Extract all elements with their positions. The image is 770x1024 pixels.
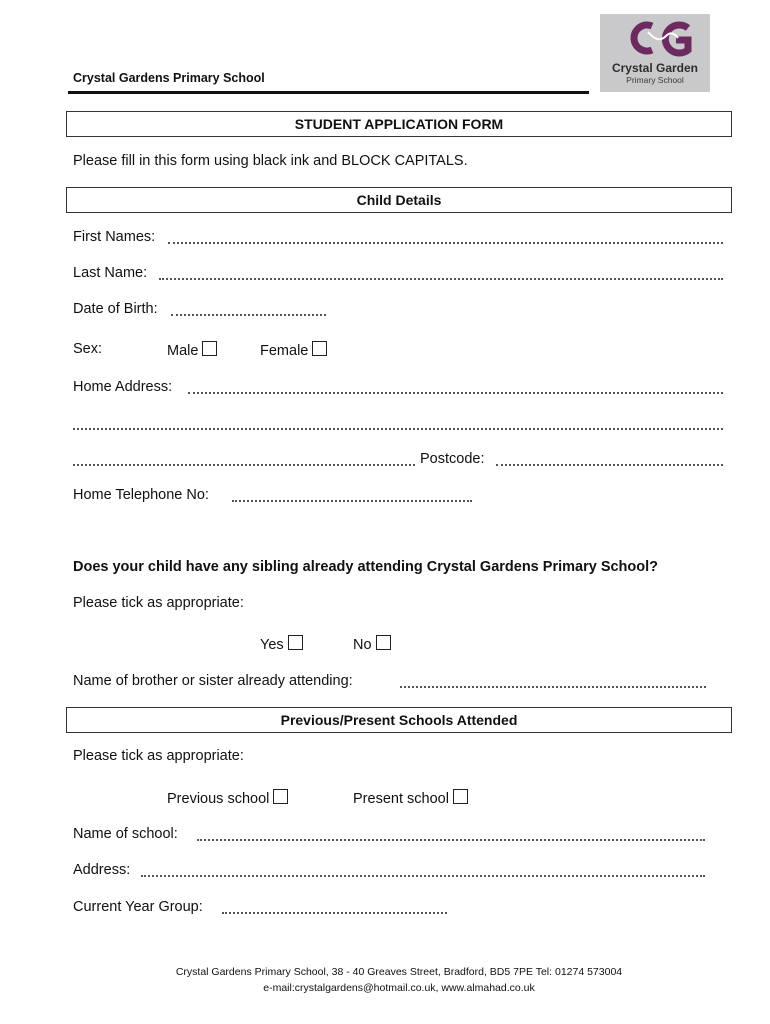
school-address-label: Address: (73, 862, 131, 878)
school-name-field[interactable] (197, 839, 705, 841)
male-option (167, 341, 217, 359)
year-group-label: Current Year Group: (73, 899, 203, 915)
footer-contact: e-mail:crystalgardens@hotmail.co.uk, www.almahad.co.uk (263, 982, 535, 994)
schools-heading: Previous/Present Schools Attended (66, 707, 732, 733)
last-name-field[interactable] (159, 278, 723, 280)
sibling-tick-instruction: Please tick as appropriate: (73, 595, 244, 611)
present-school-label: Present school (353, 791, 449, 807)
logo-title: Crystal Garden (611, 61, 699, 75)
logo-mark-icon (600, 14, 710, 64)
home-address-field-1[interactable] (188, 392, 723, 394)
no-option (353, 635, 391, 653)
first-names-field[interactable] (168, 242, 723, 244)
dob-label: Date of Birth: (73, 301, 158, 317)
previous-school-option (167, 789, 288, 807)
yes-checkbox[interactable] (288, 635, 303, 650)
school-name-label: Name of school: (73, 826, 178, 842)
previous-school-checkbox[interactable] (273, 789, 288, 804)
school-logo (600, 14, 710, 92)
logo-subtitle: Primary School (626, 75, 684, 85)
no-checkbox[interactable] (376, 635, 391, 650)
home-address-field-3[interactable] (73, 464, 415, 466)
postcode-label: Postcode: (420, 451, 485, 467)
sibling-question: Does your child have any sibling already attending Crystal Gardens Primary School? (73, 559, 659, 575)
header-rule (68, 91, 589, 94)
school-address-field[interactable] (141, 875, 705, 877)
previous-school-label: Previous school (167, 791, 270, 807)
first-names-label: First Names: (73, 229, 156, 245)
footer-address: Crystal Gardens Primary School, 38 - 40 Greaves Street, Bradford, BD5 7PE Tel: 01274 573004 (175, 966, 623, 978)
female-label: Female (260, 343, 309, 359)
last-name-label: Last Name: (73, 265, 148, 281)
yes-option (260, 635, 303, 653)
form-title: STUDENT APPLICATION FORM (66, 111, 732, 137)
home-telephone-field[interactable] (232, 500, 472, 502)
yes-label: Yes (260, 637, 284, 653)
school-name: Crystal Gardens Primary School (73, 71, 265, 85)
dob-field[interactable] (171, 314, 326, 316)
schools-tick-instruction: Please tick as appropriate: (73, 748, 244, 764)
no-label: No (353, 637, 372, 653)
sex-label: Sex: (73, 341, 103, 357)
home-telephone-label: Home Telephone No: (73, 487, 209, 503)
present-school-option (353, 789, 468, 807)
year-group-field[interactable] (222, 912, 447, 914)
male-label: Male (167, 343, 199, 359)
home-address-label: Home Address: (73, 379, 173, 395)
present-school-checkbox[interactable] (453, 789, 468, 804)
form-instructions: Please fill in this form using black ink and BLOCK CAPITALS. (73, 153, 468, 169)
sibling-name-field[interactable] (400, 686, 706, 688)
home-address-field-2[interactable] (73, 428, 723, 430)
sibling-name-label: Name of brother or sister already attending: (73, 673, 353, 689)
child-details-heading: Child Details (66, 187, 732, 213)
female-checkbox[interactable] (312, 341, 327, 356)
postcode-field[interactable] (496, 464, 723, 466)
female-option (260, 341, 327, 359)
male-checkbox[interactable] (202, 341, 217, 356)
